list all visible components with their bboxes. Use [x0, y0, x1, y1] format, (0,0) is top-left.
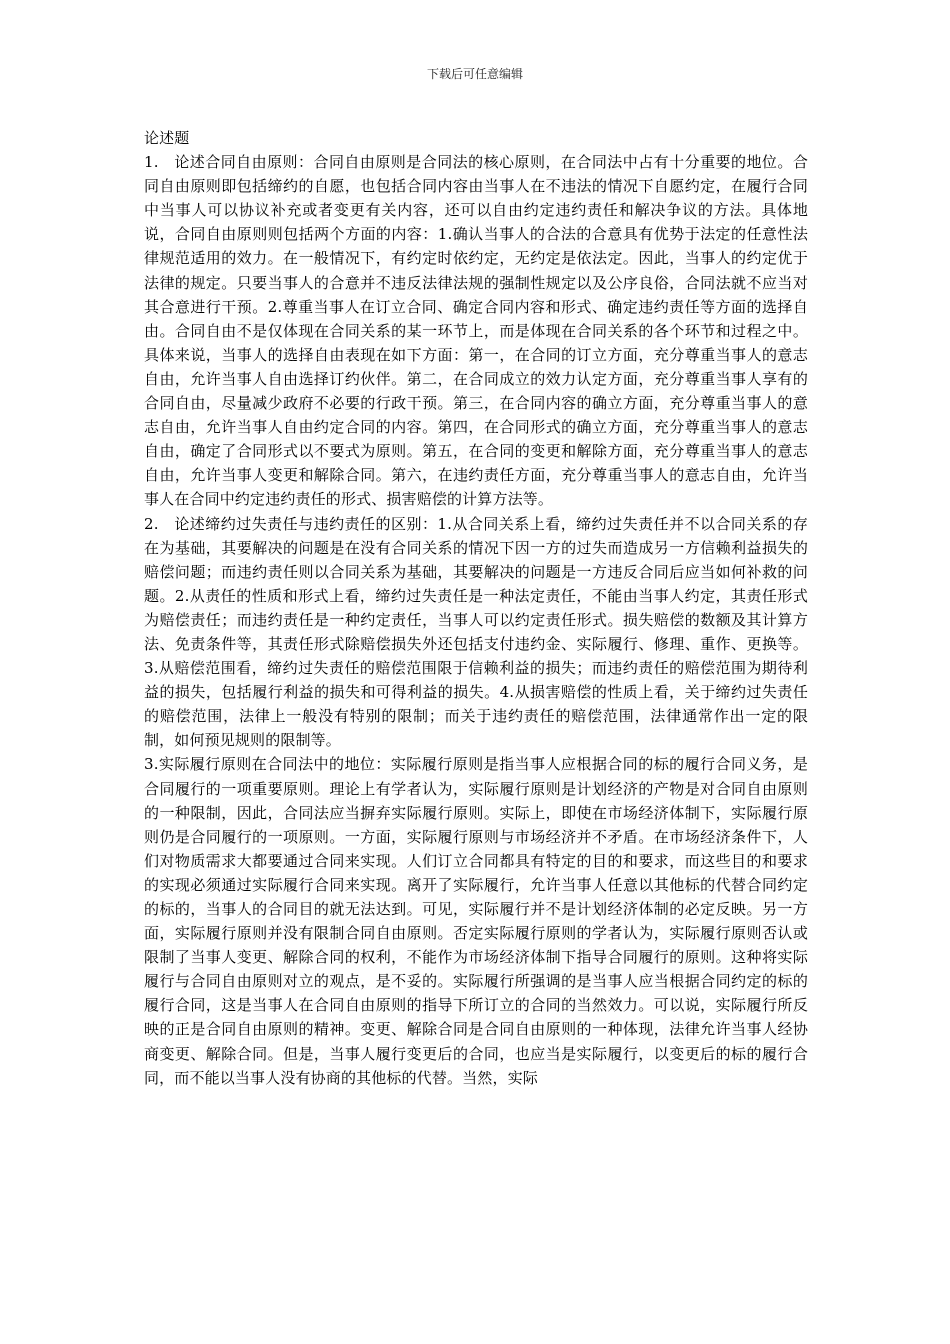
- paragraph-number: 1.: [144, 153, 159, 172]
- paragraph-1: [144, 150, 808, 511]
- document-body: [144, 126, 808, 1090]
- paragraph-text: 论述合同自由原则：合同自由原则是合同法的核心原则，在合同法中占有十分重要的地位。合同自由原则即包括缔约的自愿，也包括合同内容由当事人在不违法的情况下自愿约定，在履行合同中当事人可以协议补充或者变更有关内容，还可以自由约定违约责任和解决争议的方法。具体地说，合同自由原则则包括两个方面的内容：1.确认当事人的合法的合意具有优势于法定的任意性法律规范适用的效力。在一般情况下，有约定时依约定，无约定是依法定。因此，当事人的约定优于法律的规定。只要当事人的合意并不违反法律法规的强制性规定以及公序良俗，合同法就不应当对其合意进行干预。2.尊重当事人在订立合同、确定合同内容和形式、确定违约责任等方面的选择自由。合同自由不是仅体现在合同关系的某一环节上，而是体现在合同关系的各个环节和过程之中。具体来说，当事人的选择自由表现在如下方面：第一，在合同的订立方面，充分尊重当事人的意志自由，允许当事人自由选择订约伙伴。第二，在合同成立的效力认定方面，充分尊重当事人享有的合同自由，尽量减少政府不必要的行政干预。第三，在合同内容的确立方面，充分尊重当事人的意志自由，允许当事人自由约定合同的内容。第四，在合同形式的确立方面，充分尊重当事人的意志自由，确定了合同形式以不要式为原则。第五，在合同的变更和解除方面，充分尊重当事人的意志自由，允许当事人变更和解除合同。第六，在违约责任方面，充分尊重当事人的意志自由，允许当事人在合同中约定违约责任的形式、损害赔偿的计算方法等。: [144, 153, 808, 509]
- paragraph-3: [144, 752, 808, 1089]
- page-header: 下载后可任意编辑: [426, 67, 523, 81]
- paragraph-text: 3.实际履行原则在合同法中的地位：实际履行原则是指当事人应根据合同的标的履行合同义务，是合同履行的一项重要原则。理论上有学者认为，实际履行原则是计划经济的产物是对合同自由原则的一种限制，因此，合同法应当摒弃实际履行原则。实际上，即使在市场经济体制下，实际履行原则仍是合同履行的一项原则。一方面，实际履行原则与市场经济并不矛盾。在市场经济条件下，人们对物质需求大都要通过合同来实现。人们订立合同都具有特定的目的和要求，而这些目的和要求的实现必须通过实际履行合同来实现。离开了实际履行，允许当事人任意以其他标的代替合同约定的标的，当事人的合同目的就无法达到。可见，实际履行并不是计划经济体制的必定反映。另一方面，实际履行原则并没有限制合同自由原则。否定实际履行原则的学者认为，实际履行原则否认或限制了当事人变更、解除合同的权利，不能作为市场经济体制下指导合同履行的原则。这种将实际履行与合同自由原则对立的观点，是不妥的。实际履行所强调的是当事人应当根据合同约定的标的履行合同，这是当事人在合同自由原则的指导下所订立的合同的当然效力。可以说，实际履行所反映的正是合同自由原则的精神。变更、解除合同是合同自由原则的一种体现，法律允许当事人经协商变更、解除合同。但是，当事人履行变更后的合同，也应当是实际履行，以变更后的标的履行合同，而不能以当事人没有协商的其他标的代替。当然，实际: [144, 755, 808, 1087]
- paragraph-text: 论述缔约过失责任与违约责任的区别：1.从合同关系上看，缔约过失责任并不以合同关系的存在为基础，其要解决的问题是在没有合同关系的情况下因一方的过失而造成另一方信赖利益损失的赔偿问题；而违约责任则以合同关系为基础，其要解决的问题是一方违反合同后应当如何补救的问题。2.从责任的性质和形式上看，缔约过失责任是一种法定责任，不能由当事人约定，其责任形式为赔偿责任；而违约责任是一种约定责任，当事人可以约定责任形式。损失赔偿的数额及其计算方法、免责条件等，其责任形式除赔偿损失外还包括支付违约金、实际履行、修理、重作、更换等。3.从赔偿范围看，缔约过失责任的赔偿范围限于信赖利益的损失；而违约责任的赔偿范围为期待利益的损失，包括履行利益的损失和可得利益的损失。4.从损害赔偿的性质上看，关于缔约过失责任的赔偿范围，法律上一般没有特别的限制；而关于违约责任的赔偿范围，法律通常作出一定的限制，如何预见规则的限制等。: [144, 514, 808, 750]
- paragraph-2: [144, 512, 808, 753]
- section-title: 论述题: [144, 129, 190, 147]
- paragraph-number: 2.: [144, 514, 159, 533]
